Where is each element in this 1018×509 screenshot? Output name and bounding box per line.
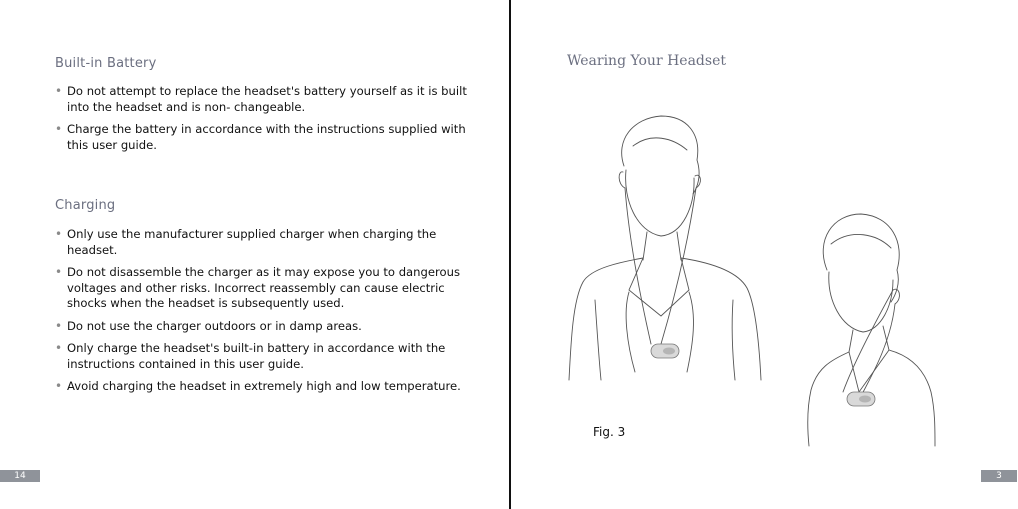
battery-section-title: Built-in Battery [55,56,157,71]
headset-wearing-illustration [511,0,1018,460]
page-number-left: 14 [0,470,40,482]
list-item: • Do not disassemble the charger as it may expose you to dangerous voltages and other risks. Incorrect reassembly can cause electric shocks when the headset is subsequently used. [55,265,475,312]
charging-section-title: Charging [55,198,116,213]
list-item: • Only use the manufacturer supplied charger when charging the headset. [55,227,475,258]
charging-list [55,227,475,402]
list-item: • Only charge the headset's built-in battery in accordance with the instructions contained in this user guide. [55,341,475,372]
list-item: • Do not use the charger outdoors or in damp areas. [55,319,475,335]
headset-device-front [651,344,679,358]
right-page [511,0,1018,509]
person-front-figure [569,116,761,380]
page-number-right: 3 [981,470,1017,482]
list-item: • Avoid charging the headset in extremely high and low temperature. [55,379,475,395]
headset-device-side [847,392,875,406]
figure-label: Fig. 3 [593,425,626,439]
person-side-figure [808,214,935,446]
list-item: • Do not attempt to replace the headset's battery yourself as it is built into the headset and is non- changeable. [55,84,475,115]
page-title: Wearing Your Headset [567,53,726,69]
battery-list [55,84,475,160]
list-item: • Charge the battery in accordance with the instructions supplied with this user guide. [55,122,475,153]
